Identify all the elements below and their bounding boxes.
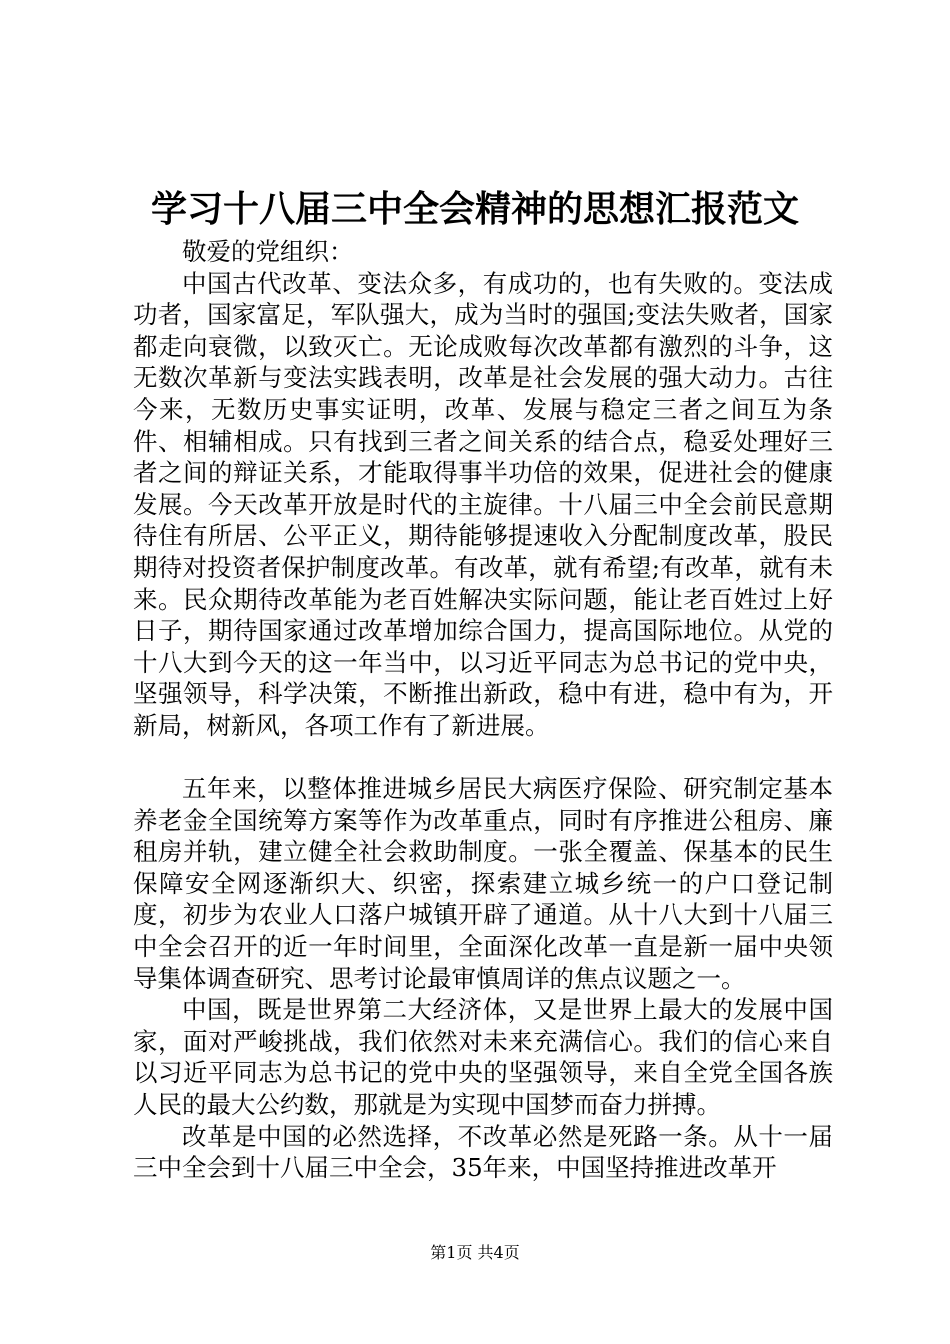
document-title: 学习十八届三中全会精神的思想汇报范文 bbox=[150, 188, 799, 230]
page-footer: 第1页 共4页 bbox=[430, 1243, 520, 1262]
paragraph-1: 中国古代改革、变法众多，有成功的，也有失败的。变法成功者，国家富足，军队强大，成为当时的强国;变法失败者，国家都走向衰微，以致灭亡。无论成败每次改革都有激烈的斗争，这无数次革新与变法实践表明，改革是社会发展的强大动力。古往今来，无数历史事实证明，改革、发展与稳定三者之间互为条件、相辅相成。只有找到三者之间关系的结合点，稳妥处理好三者之间的辩证关系，才能取得事半功倍的效果，促进社会的健康发展。今天改革开放是时代的主旋律。十八届三中全会前民意期待住有所居、公平正义，期待能够提速收入分配制度改革，股民期待对投资者保护制度改革。有改革，就有希望;有改革，就有未来。民众期待改革能为老百姓解决实际问题，能让老百姓过上好日子，期待国家通过改革增加综合国力，提高国际地位。从党的十八大到今天的这一年当中，以习近平同志为总书记的党中央，坚强领导，科学决策，不断推出新政，稳中有进，稳中有为，开新局，树新风，各项工作有了新进展。 bbox=[133, 268, 833, 740]
paragraph-2: 五年来，以整体推进城乡居民大病医疗保险、研究制定基本养老金全国统筹方案等作为改革重点，同时有序推进公租房、廉租房并轨，建立健全社会救助制度。一张全覆盖、保基本的民生保障安全网逐渐织大、织密，探索建立城乡统一的户口登记制度，初步为农业人口落户城镇开辟了通道。从十八大到十八届三中全会召开的近一年时间里，全面深化改革一直是新一届中央领导集体调查研究、思考讨论最审慎周详的焦点议题之一。 bbox=[133, 774, 833, 993]
document-body bbox=[133, 236, 833, 1184]
greeting: 敬爱的党组织： bbox=[182, 237, 354, 266]
paragraph-3: 中国，既是世界第二大经济体，又是世界上最大的发展中国家，面对严峻挑战，我们依然对未来充满信心。我们的信心来自以习近平同志为总书记的党中央的坚强领导，来自全党全国各族人民的最大公约数，那就是为实现中国梦而奋力拼搏。 bbox=[133, 995, 833, 1120]
paragraph-4: 改革是中国的必然选择，不改革必然是死路一条。从十一届三中全会到十八届三中全会，35年来，中国坚持推进改革开 bbox=[133, 1121, 833, 1183]
